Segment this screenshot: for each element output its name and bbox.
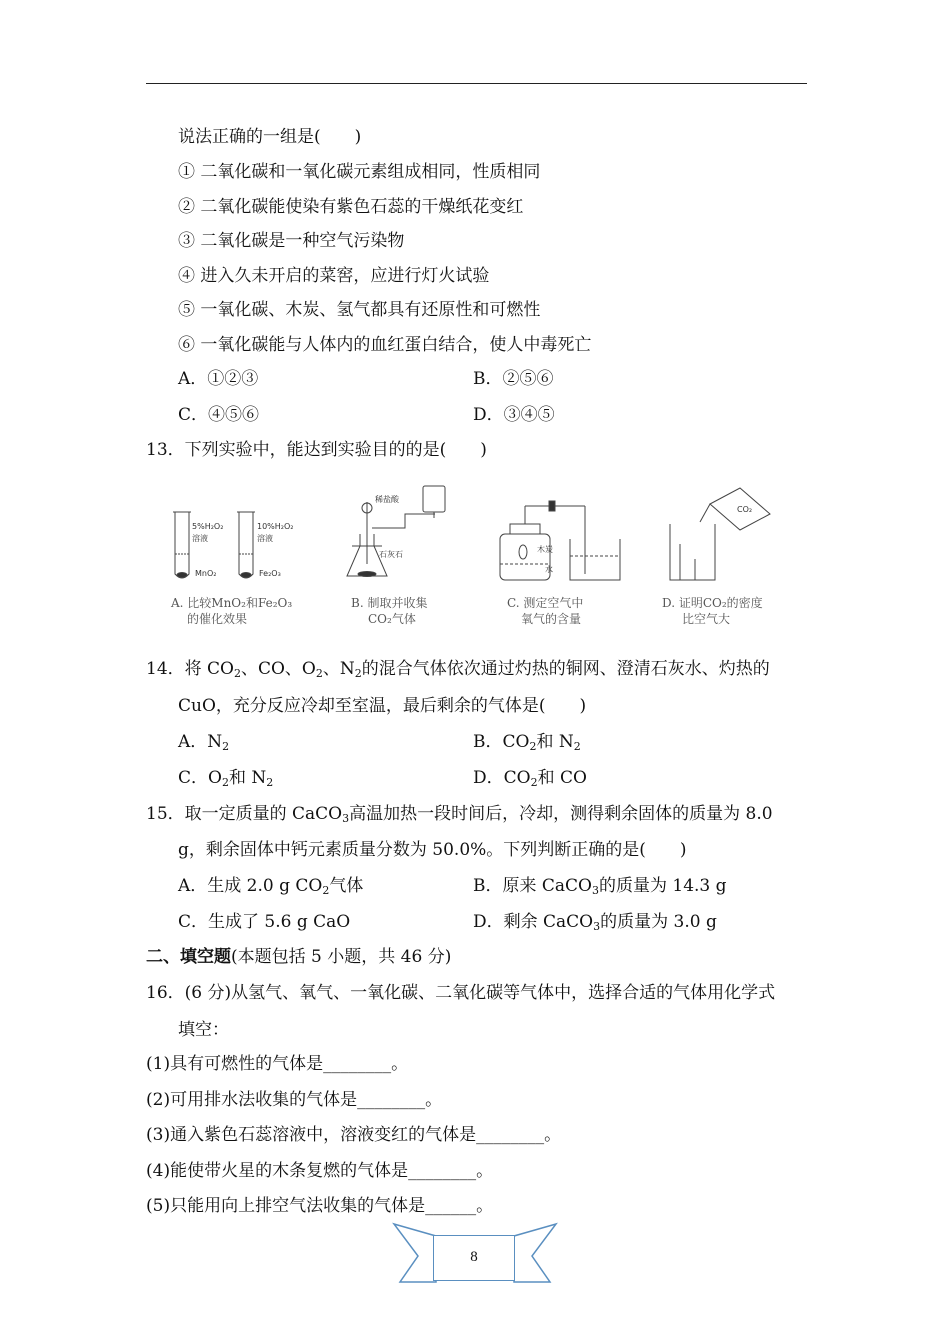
q12-lead: 说法正确的一组是( ) (178, 127, 362, 147)
fig-caption-d1: D. 证明CO₂的密度 (662, 596, 763, 610)
fig-label-mno2: MnO₂ (195, 569, 217, 578)
fig-caption-d2: 比空气大 (682, 612, 731, 626)
q12-item-4: ④ 进入久未开启的菜窖，应进行灯火试验 (178, 266, 490, 286)
apparatus-c (500, 501, 620, 580)
q14-option-b: B．$CO_2$和 $N_2$ (473, 732, 581, 753)
fig-label-fe2o3: Fe₂O₃ (259, 569, 281, 578)
q16-item-5: (5)只能用向上排空气法收集的气体是______。 (146, 1196, 494, 1216)
fig-caption-a1: A. 比较MnO₂和Fe₂O₃ (171, 596, 293, 610)
q14-stem-line1: 14．将 $CO_2$、CO、$O_2$、$N_2$的混合气体依次通过灼热的铜网、澄清石灰水、灼热的 (146, 659, 770, 680)
apparatus-d (670, 488, 770, 580)
header-rule (146, 83, 807, 84)
fig-label-h2o2-5: 5%H₂O₂ (192, 522, 224, 531)
q16-stem-line1: 16．(6 分)从氢气、氧气、一氧化碳、二氧化碳等气体中，选择合适的气体用化学式 (146, 983, 776, 1003)
q13-experiment-figure (165, 484, 805, 634)
q14-stem-line2: CuO，充分反应冷却至室温，最后剩余的气体是( ) (178, 696, 587, 716)
fig-label-limestone: 石灰石 (379, 550, 403, 559)
q12-item-3: ③ 二氧化碳是一种空气污染物 (178, 231, 405, 251)
q15-stem-line1: 15．取一定质量的 CaCO$_3$高温加热一段时间后，冷却，测得剩余固体的质量为 8.0 (146, 804, 773, 825)
section-heading: 二、填空题(本题包括 5 小题，共 46 分) (146, 947, 452, 967)
q14-option-d: D．$CO_2$和 CO (473, 768, 587, 789)
fig-label-charcoal: 木炭 (537, 545, 553, 554)
page-number: 8 (470, 1249, 478, 1265)
q12-item-6: ⑥ 一氧化碳能与人体内的血红蛋白结合，使人中毒死亡 (178, 335, 592, 355)
fig-caption-b2: CO₂气体 (368, 612, 416, 626)
q12-item-1: ① 二氧化碳和一氧化碳元素组成相同，性质相同 (178, 162, 541, 182)
q12-item-5: ⑤ 一氧化碳、木炭、氢气都具有还原性和可燃性 (178, 300, 541, 320)
q16-item-2: (2)可用排水法收集的气体是________。 (146, 1090, 443, 1110)
q15-option-c: C．生成了 5.6 g CaO (178, 912, 351, 932)
q15-stem-line2: g，剩余固体中钙元素质量分数为 50.0%。下列判断正确的是( ) (178, 840, 687, 860)
fig-label-solution-b: 溶液 (257, 534, 273, 543)
q15-option-d: D．剩余 CaCO$_3$的质量为 3.0 g (473, 912, 717, 933)
fig-caption-a2: 的催化效果 (187, 612, 248, 626)
q15-option-b: B．原来 CaCO$_3$的质量为 14.3 g (473, 876, 727, 897)
fig-label-water: 水 (545, 565, 553, 574)
q15-option-a: A．生成 2.0 g $CO_2$气体 (178, 876, 364, 897)
q12-option-c: C．④⑤⑥ (178, 405, 260, 425)
fig-label-h2o2-10: 10%H₂O₂ (257, 522, 294, 531)
fig-caption-c2: 氧气的含量 (521, 612, 582, 626)
fig-label-hcl: 稀盐酸 (375, 495, 399, 504)
q16-item-4: (4)能使带火星的木条复燃的气体是________。 (146, 1161, 494, 1181)
q12-item-2: ② 二氧化碳能使染有紫色石蕊的干燥纸花变红 (178, 197, 524, 217)
q12-option-d: D．③④⑤ (473, 405, 555, 425)
q14-option-a: A．$N_2$ (178, 732, 230, 753)
q16-stem-line2: 填空： (178, 1020, 229, 1040)
fig-label-solution-a: 溶液 (192, 534, 208, 543)
fig-label-co2: CO₂ (737, 505, 753, 514)
q13-stem: 13．下列实验中，能达到实验目的的是( ) (146, 440, 487, 460)
q16-item-3: (3)通入紫色石蕊溶液中，溶液变红的气体是________。 (146, 1125, 562, 1145)
q12-option-b: B．②⑤⑥ (473, 369, 554, 389)
q12-option-a: A．①②③ (178, 369, 259, 389)
fig-caption-b1: B. 制取并收集 (351, 596, 428, 610)
q14-option-c: C．$O_2$和 $N_2$ (178, 768, 274, 789)
q16-item-1: (1)具有可燃性的气体是________。 (146, 1054, 409, 1074)
fig-caption-c1: C. 测定空气中 (507, 596, 584, 610)
